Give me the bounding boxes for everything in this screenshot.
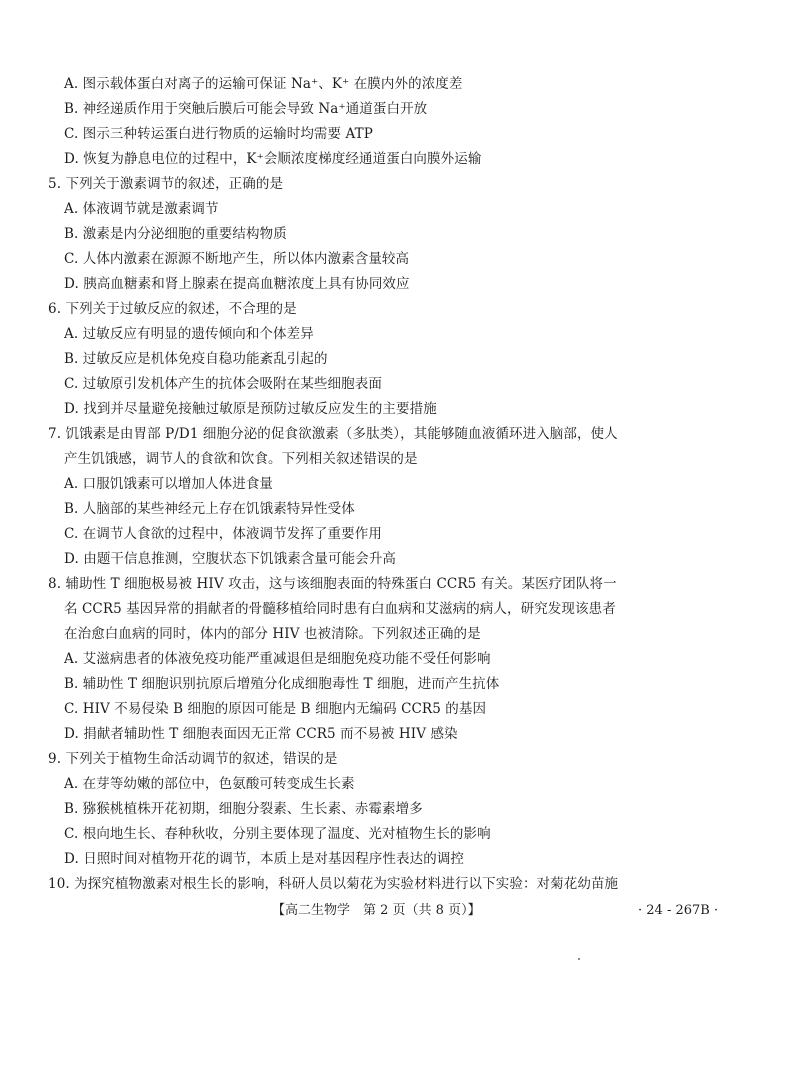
option-line: A. 艾滋病患者的体液免疫功能严重减退但是细胞免疫功能不受任何影响 [64, 651, 491, 667]
option-line: B. 人脑部的某些神经元上存在饥饿素特异性受体 [64, 501, 355, 517]
page-footer-code: · 24 - 267B · [638, 903, 719, 918]
question-8-stem: 8. 辅助性 T 细胞极易被 HIV 攻击，这与该细胞表面的特殊蛋白 CCR5 有关。某医疗团队将一 [48, 576, 617, 592]
scan-speck [578, 958, 580, 960]
question-9-stem: 9. 下列关于植物生命活动调节的叙述，错误的是 [48, 751, 338, 767]
option-line: D. 由题干信息推测，空腹状态下饥饿素含量可能会升高 [64, 551, 397, 567]
page-footer-title: 【高二生物学 第 2 页（共 8 页）】 [272, 903, 481, 918]
question-6-stem: 6. 下列关于过敏反应的叙述，不合理的是 [48, 301, 297, 317]
option-line: B. 激素是内分泌细胞的重要结构物质 [64, 226, 287, 242]
option-line: D. 捐献者辅助性 T 细胞表面因无正常 CCR5 而不易被 HIV 感染 [64, 726, 458, 742]
option-line: B. 猕猴桃植株开花初期，细胞分裂素、生长素、赤霉素增多 [64, 801, 423, 817]
option-line: B. 神经递质作用于突触后膜后可能会导致 Na⁺通道蛋白开放 [64, 101, 428, 117]
option-line: A. 在芽等幼嫩的部位中，色氨酸可转变成生长素 [64, 776, 355, 792]
question-7-stem-cont: 产生饥饿感，调节人的食欲和饮食。下列相关叙述错误的是 [64, 451, 418, 467]
question-8-stem-cont: 名 CCR5 基因异常的捐献者的骨髓移植给同时患有白血病和艾滋病的病人，研究发现该患者 [64, 601, 616, 617]
option-line: C. 在调节人食欲的过程中，体液调节发挥了重要作用 [64, 526, 382, 542]
option-line: C. 过敏原引发机体产生的抗体会吸附在某些细胞表面 [64, 376, 382, 392]
option-line: C. 图示三种转运蛋白进行物质的运输时均需要 ATP [64, 126, 373, 142]
option-line: A. 图示载体蛋白对离子的运输可保证 Na⁺、K⁺ 在膜内外的浓度差 [64, 76, 463, 92]
question-5-stem: 5. 下列关于激素调节的叙述，正确的是 [48, 176, 284, 192]
option-line: A. 过敏反应有明显的遗传倾向和个体差异 [64, 326, 314, 342]
option-line: C. HIV 不易侵染 B 细胞的原因可能是 B 细胞内无编码 CCR5 的基因 [64, 701, 487, 717]
question-10-stem: 10. 为探究植物激素对根生长的影响，科研人员以菊花为实验材料进行以下实验：对菊花幼苗施 [48, 876, 619, 892]
option-line: D. 恢复为静息电位的过程中，K⁺会顺浓度梯度经通道蛋白向膜外运输 [64, 151, 482, 167]
option-line: C. 根向地生长、春种秋收，分别主要体现了温度、光对植物生长的影响 [64, 826, 491, 842]
question-8-stem-cont: 在治愈白血病的同时，体内的部分 HIV 也被清除。下列叙述正确的是 [64, 626, 481, 642]
option-line: B. 过敏反应是机体免疫自稳功能紊乱引起的 [64, 351, 328, 367]
option-line: A. 口服饥饿素可以增加人体进食量 [64, 476, 274, 492]
option-line: A. 体液调节就是激素调节 [64, 201, 219, 217]
question-7-stem: 7. 饥饿素是由胃部 P/D1 细胞分泌的促食欲激素（多肽类），其能够随血液循环进入脑部，使人 [48, 426, 618, 442]
option-line: D. 日照时间对植物开花的调节，本质上是对基因程序性表达的调控 [64, 851, 465, 867]
option-line: B. 辅助性 T 细胞识别抗原后增殖分化成细胞毒性 T 细胞，进而产生抗体 [64, 676, 500, 692]
option-line: D. 胰高血糖素和肾上腺素在提高血糖浓度上具有协同效应 [64, 276, 410, 292]
option-line: C. 人体内激素在源源不断地产生，所以体内激素含量较高 [64, 251, 410, 267]
option-line: D. 找到并尽量避免接触过敏原是预防过敏反应发生的主要措施 [64, 401, 437, 417]
